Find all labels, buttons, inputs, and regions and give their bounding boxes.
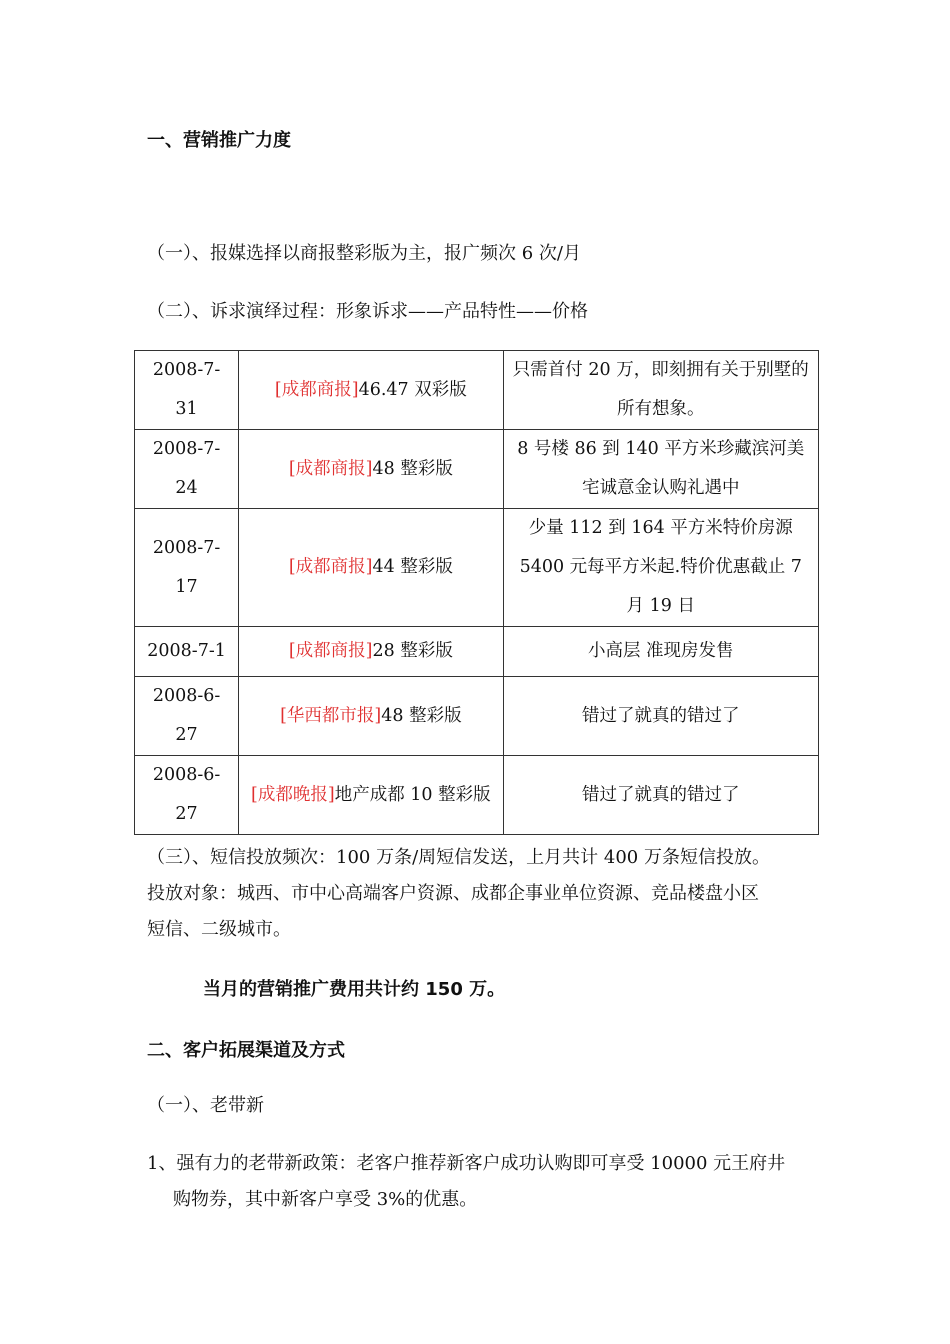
newspaper-name: [成都商报] bbox=[288, 458, 373, 479]
newspaper-name: [成都商报] bbox=[274, 379, 359, 400]
section-heading-customer-channels: 二、客户拓展渠道及方式 bbox=[147, 1040, 345, 1061]
section-heading-marketing: 一、营销推广力度 bbox=[147, 130, 291, 151]
ad-spec: 48 整彩版 bbox=[381, 705, 462, 726]
table-row bbox=[135, 430, 819, 509]
date-cell: 2008-6-27 bbox=[135, 756, 239, 835]
paper-cell bbox=[239, 756, 503, 835]
content-cell: 少量 112 到 164 平方米特价房源 5400 元每平方米起.特价优惠截止 7 月 19 日 bbox=[503, 509, 818, 627]
ad-spec: 28 整彩版 bbox=[372, 641, 453, 661]
table-row bbox=[135, 756, 819, 835]
newspaper-name: [成都晚报] bbox=[251, 784, 335, 805]
content-cell: 8 号楼 86 到 140 平方米珍藏滨河美宅诚意金认购礼遇中 bbox=[503, 430, 818, 509]
paragraph-sms-targets: 投放对象：城西、市中心高端客户资源、成都企事业单位资源、竞品楼盘小区 bbox=[147, 883, 759, 904]
table-row bbox=[135, 677, 819, 756]
ad-spec: 地产成都 10 整彩版 bbox=[334, 784, 491, 805]
content-cell: 错过了就真的错过了 bbox=[503, 677, 818, 756]
date-cell: 2008-7-17 bbox=[135, 509, 239, 627]
paragraph-referral-policy-cont: 购物券，其中新客户享受 3%的优惠。 bbox=[173, 1189, 478, 1210]
newspaper-name: [成都商报] bbox=[288, 641, 373, 661]
newspaper-name: [成都商报] bbox=[288, 557, 373, 577]
newspaper-name: [华西都市报] bbox=[280, 705, 382, 726]
media-schedule-table bbox=[134, 350, 819, 835]
date-cell: 2008-6-27 bbox=[135, 677, 239, 756]
total-cost-summary: 当月的营销推广费用共计约 150 万。 bbox=[203, 979, 506, 1000]
paper-cell bbox=[239, 430, 503, 509]
date-cell: 2008-7-1 bbox=[135, 627, 239, 677]
table-row bbox=[135, 627, 819, 677]
date-cell: 2008-7-31 bbox=[135, 351, 239, 430]
content-cell: 只需首付 20 万，即刻拥有关于别墅的所有想象。 bbox=[503, 351, 818, 430]
content-cell: 小高层 准现房发售 bbox=[503, 627, 818, 677]
paper-cell bbox=[239, 627, 503, 677]
paper-cell bbox=[239, 351, 503, 430]
subheading-referral: （一）、老带新 bbox=[147, 1095, 264, 1116]
paragraph-sms-frequency: （三）、短信投放频次：100 万条/周短信发送，上月共计 400 万条短信投放。 bbox=[147, 847, 770, 868]
paper-cell bbox=[239, 509, 503, 627]
content-cell: 错过了就真的错过了 bbox=[503, 756, 818, 835]
ad-spec: 44 整彩版 bbox=[372, 557, 453, 577]
paragraph-media-choice: （一）、报媒选择以商报整彩版为主，报广频次 6 次/月 bbox=[147, 243, 581, 264]
table-row bbox=[135, 509, 819, 627]
date-cell: 2008-7-24 bbox=[135, 430, 239, 509]
ad-spec: 48 整彩版 bbox=[372, 458, 453, 479]
paragraph-referral-policy: 1、强有力的老带新政策：老客户推荐新客户成功认购即可享受 10000 元王府井 bbox=[147, 1153, 786, 1174]
paragraph-appeal-process: （二）、诉求演绎过程：形象诉求——产品特性——价格 bbox=[147, 301, 588, 322]
table-row bbox=[135, 351, 819, 430]
paragraph-sms-targets-cont: 短信、二级城市。 bbox=[147, 919, 291, 940]
ad-spec: 46.47 双彩版 bbox=[358, 379, 467, 400]
paper-cell bbox=[239, 677, 503, 756]
